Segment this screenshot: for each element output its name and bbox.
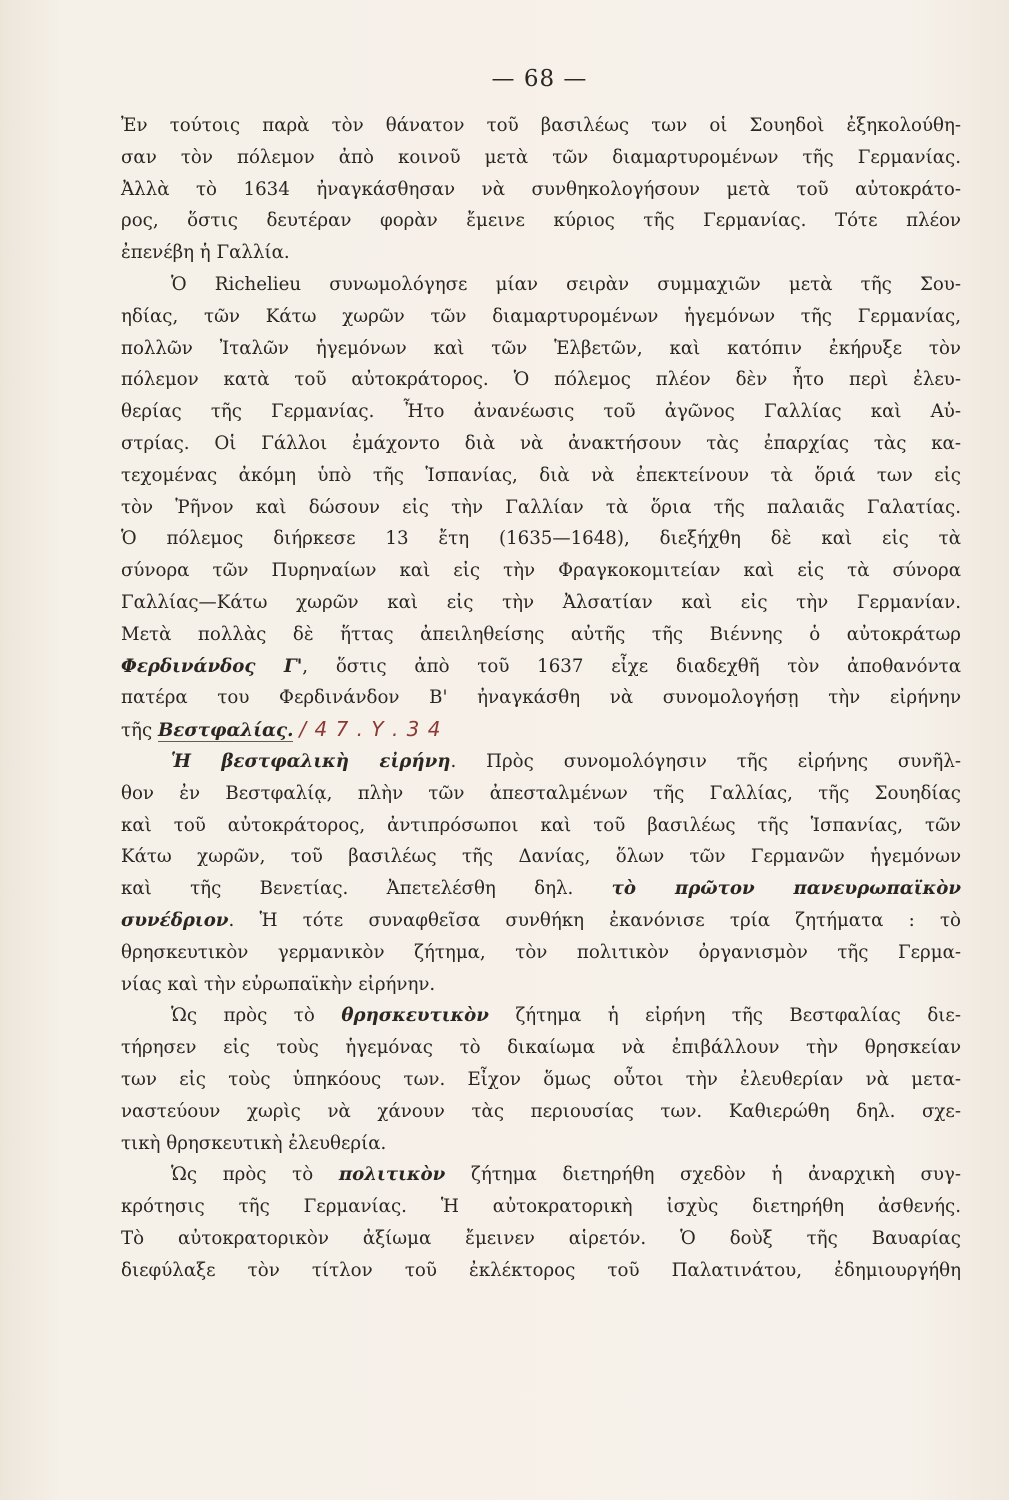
line-text: Ὡς πρὸς τὸ bbox=[171, 1164, 339, 1186]
text-line bbox=[121, 237, 961, 269]
text-line bbox=[121, 110, 961, 142]
text-line bbox=[121, 1128, 961, 1160]
line-text: ἐπενέβη ἡ Γαλλία. bbox=[121, 242, 290, 264]
line-text: τὸν Ῥῆνον καὶ δώσουν εἰς τὴν Γαλλίαν τὰ ὅρια τῆς παλαιᾶς Γαλατίας. bbox=[121, 496, 961, 518]
page-number: — 68 — bbox=[491, 66, 588, 92]
emphasis-text: Βεστφαλίας. bbox=[157, 720, 294, 742]
line-text: διεφύλαξε τὸν τίτλον τοῦ ἐκλέκτορος τοῦ Παλατινάτου, ἐδημιουργήθη bbox=[121, 1259, 961, 1281]
text-line bbox=[121, 682, 961, 714]
emphasis-text: Ἡ βεστφαλικὴ εἰρήνη bbox=[171, 750, 451, 772]
text-line bbox=[121, 174, 961, 206]
text-line bbox=[121, 523, 961, 555]
text-line bbox=[121, 1255, 961, 1287]
line-text: . Πρὸς συνομολόγησιν τῆς εἰρήνης συνῆλ- bbox=[450, 750, 961, 772]
line-text: θρησκευτικὸν γερμανικὸν ζήτημα, τὸν πολιτικὸν ὀργανισμὸν τῆς Γερμα- bbox=[121, 941, 961, 963]
line-text: πόλεμον κατὰ τοῦ αὐτοκράτορος. Ὁ πόλεμος πλέον δὲν ἦτο περὶ ἐλευ- bbox=[121, 369, 961, 391]
text-line bbox=[121, 142, 961, 174]
text-line bbox=[121, 1032, 961, 1064]
line-text: . Ἡ τότε συναφθεῖσα συνθήκη ἐκανόνισε τρία ζητήματα : τὸ bbox=[228, 909, 961, 931]
text-line bbox=[121, 651, 961, 683]
emphasis-text: πολιτικὸν bbox=[338, 1164, 446, 1186]
line-text: στρίας. Οἱ Γάλλοι ἐμάχοντο διὰ νὰ ἀνακτήσουν τὰς ἐπαρχίας τὰς κα- bbox=[121, 432, 961, 454]
line-text: πολλῶν Ἰταλῶν ἡγεμόνων καὶ τῶν Ἑλβετῶν, καὶ κατόπιν ἐκήρυξε τὸν bbox=[121, 337, 961, 359]
text-line bbox=[121, 301, 961, 333]
line-text: Ὁ Richelieu συνωμολόγησε μίαν σειρὰν συμμαχιῶν μετὰ τῆς Σου- bbox=[171, 273, 961, 295]
line-text: ζήτημα διετηρήθη σχεδὸν ἡ ἀναρχικὴ συγ- bbox=[445, 1164, 962, 1186]
text-line bbox=[121, 714, 961, 746]
line-text: Ὡς πρὸς τὸ bbox=[171, 1005, 342, 1027]
line-text: τήρησεν εἰς τοὺς ἡγεμόνας τὸ δικαίωμα νὰ ἐπιβάλλουν τὴν θρησκείαν bbox=[121, 1037, 961, 1059]
line-text: Ὁ πόλεμος διήρκεσε 13 ἔτη (1635—1648), διεξήχθη δὲ καὶ εἰς τὰ bbox=[121, 528, 961, 550]
text-line bbox=[121, 460, 961, 492]
text-line bbox=[121, 810, 961, 842]
line-text: Μετὰ πολλὰς δὲ ἥττας ἀπειληθείσης αὐτῆς τῆς Βιέννης ὁ αὐτοκράτωρ bbox=[121, 623, 961, 645]
text-line bbox=[121, 364, 961, 396]
text-line bbox=[121, 1000, 961, 1032]
text-line bbox=[121, 1159, 961, 1191]
text-line bbox=[121, 555, 961, 587]
emphasis-text: συνέδριον bbox=[121, 909, 229, 931]
line-text: θον ἐν Βεστφαλίᾳ, πλὴν τῶν ἀπεσταλμένων τῆς Γαλλίας, τῆς Σουηδίας bbox=[121, 782, 961, 804]
text-line bbox=[121, 205, 961, 237]
text-line bbox=[121, 396, 961, 428]
text-line bbox=[121, 1223, 961, 1255]
line-text: τικὴ θρησκευτικὴ ἐλευθερία. bbox=[121, 1132, 387, 1154]
text-line bbox=[121, 492, 961, 524]
text-line bbox=[121, 873, 961, 905]
text-line bbox=[121, 937, 961, 969]
body-text bbox=[121, 110, 961, 1286]
line-text: Κάτω χωρῶν, τοῦ βασιλέως τῆς Δανίας, ὅλων τῶν Γερμανῶν ἡγεμόνων bbox=[121, 846, 961, 868]
line-text: καὶ τοῦ αὐτοκράτορος, ἀντιπρόσωποι καὶ τοῦ βασιλέως τῆς Ἱσπανίας, τῶν bbox=[121, 814, 961, 836]
line-text: Γαλλίας—Κάτω χωρῶν καὶ εἰς τὴν Ἀλσατίαν καὶ εἰς τὴν Γερμανίαν. bbox=[121, 591, 961, 613]
line-text: σαν τὸν πόλεμον ἀπὸ κοινοῦ μετὰ τῶν διαμαρτυρομένων τῆς Γερμανίας. bbox=[121, 146, 961, 168]
line-text: Ἀλλὰ τὸ 1634 ἠναγκάσθησαν νὰ συνθηκολογήσουν μετὰ τοῦ αὐτοκράτο- bbox=[121, 178, 961, 200]
line-text: σύνορα τῶν Πυρηναίων καὶ εἰς τὴν Φραγκοκομιτείαν καὶ εἰς τὰ σύνορα bbox=[121, 560, 961, 582]
text-line bbox=[121, 841, 961, 873]
line-text: νίας καὶ τὴν εὐρωπαϊκὴν εἰρήνην. bbox=[121, 973, 436, 995]
text-line bbox=[121, 333, 961, 365]
text-line bbox=[121, 1064, 961, 1096]
emphasis-text: τὸ πρῶτον πανευρωπαϊκὸν bbox=[611, 878, 961, 900]
line-text: των εἰς τοὺς ὑπηκόους των. Εἶχον ὅμως οὗτοι τὴν ἐλευθερίαν νὰ μετα- bbox=[121, 1068, 961, 1090]
handwritten-annotation: / 4 7 . Υ . 3 4 bbox=[299, 717, 442, 742]
text-line bbox=[121, 746, 961, 778]
line-text: ρος, ὅστις δευτέραν φορὰν ἔμεινε κύριος τῆς Γερμανίας. Τότε πλέον bbox=[121, 210, 961, 232]
line-text: κρότησις τῆς Γερμανίας. Ἡ αὐτοκρατορικὴ ἰσχὺς διετηρήθη ἀσθενής. bbox=[121, 1196, 961, 1218]
text-line bbox=[121, 778, 961, 810]
line-text: καὶ τῆς Βενετίας. Ἀπετελέσθη δηλ. bbox=[121, 878, 612, 900]
line-text: πατέρα του Φερδινάνδον Β' ἠναγκάσθη νὰ συνομολογήσῃ τὴν εἰρήνην bbox=[121, 687, 961, 709]
text-line bbox=[121, 969, 961, 1001]
line-text: Ἐν τούτοις παρὰ τὸν θάνατον τοῦ βασιλέως των οἱ Σουηδοὶ ἐξηκολούθη- bbox=[121, 115, 961, 136]
line-text: , ὅστις ἀπὸ τοῦ 1637 εἶχε διαδεχθῆ τὸν ἀποθανόντα bbox=[302, 655, 961, 677]
line-text: τῆς bbox=[121, 720, 158, 742]
line-text: ζήτημα ἡ εἰρήνη τῆς Βεστφαλίας διε- bbox=[488, 1005, 961, 1027]
line-text: ηδίας, τῶν Κάτω χωρῶν τῶν διαμαρτυρομένων ἡγεμόνων τῆς Γερμανίας, bbox=[121, 305, 961, 327]
line-text: Τὸ αὐτοκρατορικὸν ἀξίωμα ἔμεινεν αἱρετόν. Ὁ δοὺξ τῆς Βαυαρίας bbox=[121, 1227, 961, 1249]
text-line bbox=[121, 587, 961, 619]
line-text: θερίας τῆς Γερμανίας. Ἦτο ἀνανέωσις τοῦ ἀγῶνος Γαλλίας καὶ Αὐ- bbox=[121, 401, 961, 423]
line-text: τεχομένας ἀκόμη ὑπὸ τῆς Ἱσπανίας, διὰ νὰ ἐπεκτείνουν τὰ ὅριά των εἰς bbox=[121, 464, 961, 486]
text-line bbox=[121, 269, 961, 301]
text-line bbox=[121, 905, 961, 937]
text-line bbox=[121, 619, 961, 651]
emphasis-text: θρησκευτικὸν bbox=[341, 1005, 489, 1027]
line-text: ναστεύουν χωρὶς νὰ χάνουν τὰς περιουσίας των. Καθιερώθη δηλ. σχε- bbox=[121, 1100, 961, 1122]
text-line bbox=[121, 1096, 961, 1128]
emphasis-text: Φερδινάνδος Γ' bbox=[121, 655, 303, 677]
text-line bbox=[121, 1191, 961, 1223]
text-line bbox=[121, 428, 961, 460]
